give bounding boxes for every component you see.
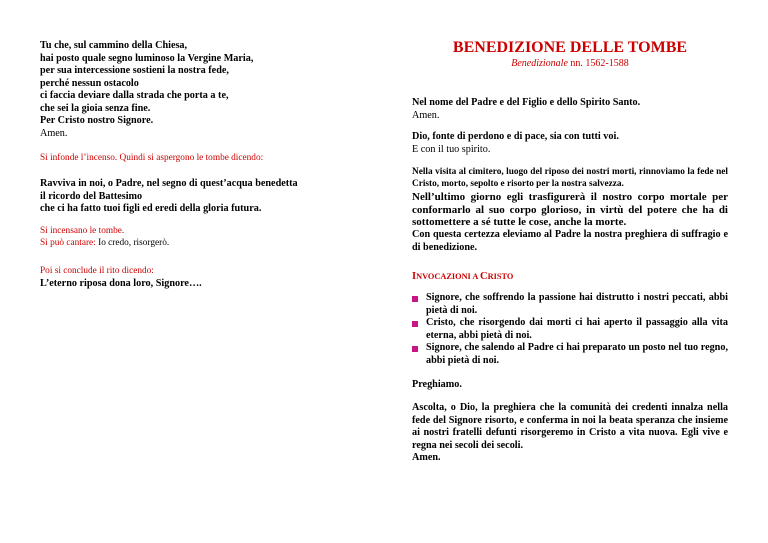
water-line: che ci ha fatto tuoi figli ed eredi della gloria futura. bbox=[40, 203, 262, 214]
rubric-sing-song: Io credo, risorgerò. bbox=[98, 237, 170, 248]
intro-confidence: Con questa certezza eleviamo al Padre la nostra preghiera di suffragio e di benedizione. bbox=[412, 229, 728, 253]
heading-word: A bbox=[470, 272, 481, 281]
water-line: Ravviva in noi, o Padre, nel segno di quest’acqua benedetta bbox=[40, 178, 298, 189]
rubric-sing-prefix: Si può cantare: bbox=[40, 237, 96, 248]
water-blessing bbox=[40, 178, 340, 216]
rubric-group bbox=[40, 226, 340, 249]
final-line: L’eterno riposa dona loro, Signore…. bbox=[40, 278, 202, 289]
invocation-text: Signore, che salendo al Padre ci hai preparato un posto nel tuo regno, abbi pietà di noi. bbox=[426, 342, 728, 366]
heading-cap: I bbox=[412, 271, 417, 282]
invocations-heading bbox=[412, 268, 728, 283]
subtitle-italic: Benedizionale bbox=[511, 58, 568, 69]
list-item bbox=[412, 292, 728, 317]
trinity-block bbox=[412, 97, 728, 122]
invocations-list bbox=[412, 292, 728, 367]
invocation-text: Signore, che soffrendo la passione hai distrutto i nostri peccati, abbi pietà di noi. bbox=[426, 292, 728, 316]
trinity-line: Nel nome del Padre e del Figlio e dello Spirito Santo. bbox=[412, 97, 641, 108]
subtitle bbox=[412, 58, 728, 70]
heading-cap: C bbox=[480, 271, 488, 282]
prayer-line: Per Cristo nostro Signore. bbox=[40, 115, 154, 126]
prayer-line: perché nessun ostacolo bbox=[40, 77, 139, 89]
list-item bbox=[412, 317, 728, 342]
prayer-line: ci faccia deviare dalla strada che porta a te, bbox=[40, 90, 229, 101]
prayer-block bbox=[40, 40, 340, 140]
subtitle-rest: nn. 1562-1588 bbox=[567, 58, 629, 69]
greeting-block bbox=[412, 131, 728, 156]
greeting-line: Dio, fonte di perdono e di pace, sia con tutti voi. bbox=[412, 131, 619, 142]
amen-line: Amen. bbox=[412, 109, 440, 121]
let-us-pray: Preghiamo. bbox=[412, 379, 462, 390]
prayer-line: hai posto quale segno luminoso la Vergine Maria, bbox=[40, 52, 254, 64]
square-bullet-icon bbox=[412, 321, 418, 327]
page-title: BENEDIZIONE DELLE TOMBE bbox=[452, 39, 688, 56]
prayer-line: per sua intercessione sostieni la nostra fede, bbox=[40, 65, 229, 76]
rubric-incensed: Si incensano le tombe. bbox=[40, 226, 125, 236]
water-line: il ricordo del Battesimo bbox=[40, 190, 143, 202]
invocation-text: Cristo, che risorgendo dai morti ci hai aperto il passaggio alla vita eterna, abbi pietà di noi. bbox=[426, 317, 728, 341]
intro-large: Nell’ultimo giorno egli trasfigurerà il nostro corpo mortale per conformarlo al suo corpo glorioso, in virtù del potere che ha di sottomettere a sé tutte le cose, anche la morte. bbox=[412, 191, 728, 228]
right-column bbox=[412, 0, 728, 543]
heading-rest: NVOCAZIONI bbox=[416, 272, 471, 281]
prayer-line: Tu che, sul cammino della Chiesa, bbox=[40, 40, 188, 51]
prayer-line: che sei la gioia senza fine. bbox=[40, 102, 151, 114]
rubric-sing bbox=[40, 238, 340, 250]
prayer-amen: Amen. bbox=[40, 127, 68, 139]
square-bullet-icon bbox=[412, 296, 418, 302]
list-item bbox=[412, 342, 728, 367]
square-bullet-icon bbox=[412, 346, 418, 352]
rubric-conclude: Poi si conclude il rito dicendo: bbox=[40, 266, 154, 276]
heading-rest: RISTO bbox=[487, 272, 514, 281]
closing-prayer: Ascolta, o Dio, la preghiera che la comunità dei credenti innalza nella fede del Signore risorto, e conferma in noi la beata speranza che insieme ai nostri fratelli defunti risorgeremo in Cristo a vita nuova. Egli vive e regna nei secoli dei secoli. bbox=[412, 402, 728, 451]
left-column bbox=[40, 0, 340, 543]
intro-small: Nella visita al cimitero, luogo del riposo dei nostri morti, rinnoviamo la fede nel Cristo, morto, sepolto e risorto per la nostra salvezza. bbox=[412, 167, 728, 189]
closing-amen: Amen. bbox=[412, 452, 441, 463]
response-line: E con il tuo spirito. bbox=[412, 143, 491, 155]
rubric-incense: Si infonde l’incenso. Quindi si aspergono le tombe dicendo: bbox=[40, 153, 264, 163]
